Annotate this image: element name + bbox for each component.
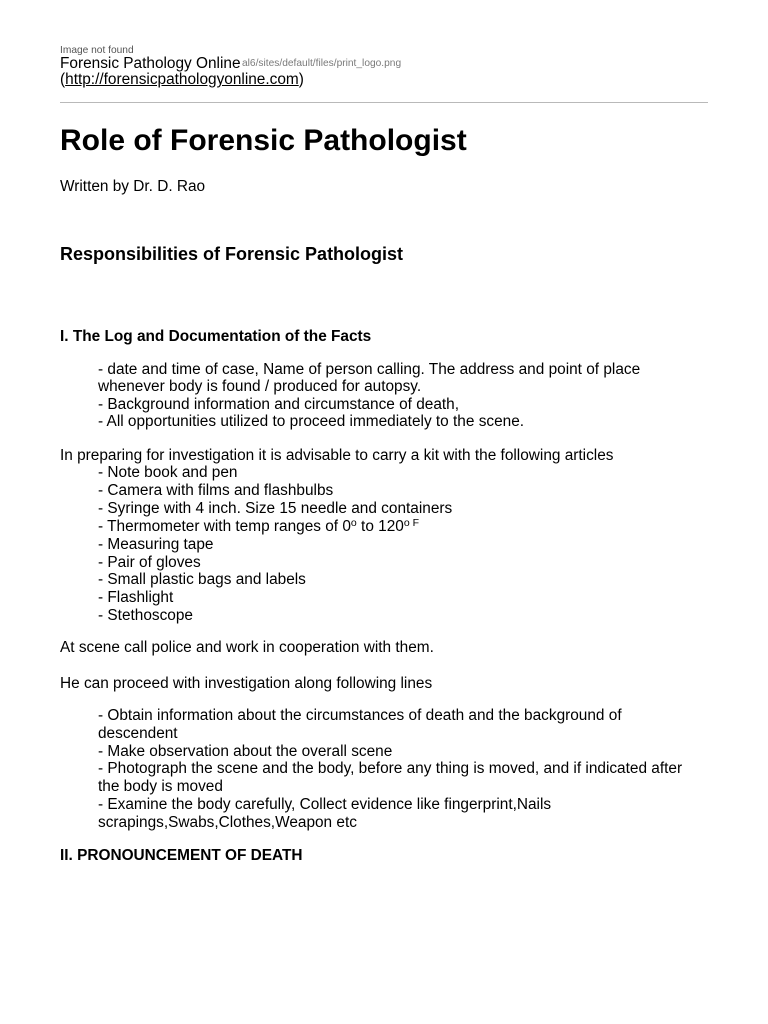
list-line: the body is moved [98, 778, 223, 796]
kit-item: - Flashlight [98, 589, 174, 607]
page-title: Role of Forensic Pathologist [60, 124, 467, 157]
list-line: descendent [98, 724, 178, 742]
kit-item: - Pair of gloves [98, 553, 201, 571]
kit-list [98, 464, 452, 625]
kit-item: - Stethoscope [98, 607, 193, 625]
kit-intro: In preparing for investigation it is advisable to carry a kit with the following articles [60, 447, 614, 464]
section-heading: II. PRONOUNCEMENT OF DEATH [60, 847, 303, 864]
section1-list [98, 361, 640, 431]
scene-paragraph: At scene call police and work in cooperation with them. [60, 639, 434, 656]
header-divider [60, 102, 708, 103]
list-line: - Photograph the scene and the body, before any thing is moved, and if indicated after [98, 760, 683, 778]
logo-image-alt-text: Image not found [60, 45, 134, 56]
list-line: - date and time of case, Name of person calling. The address and point of place [98, 361, 641, 378]
thermometer-range-end: to 120 [356, 517, 404, 535]
kit-item: - Small plastic bags and labels [98, 571, 306, 589]
degree-mark: o [350, 516, 357, 529]
kit-item: - Camera with films and flashbulbs [98, 481, 334, 499]
site-name: Forensic Pathology Online [60, 55, 241, 72]
list-line: - Make observation about the overall scene [98, 742, 393, 760]
kit-item: - Syringe with 4 inch. Size 15 needle and containers [98, 499, 453, 517]
site-url-link[interactable]: http://forensicpathologyonline.com [65, 71, 299, 88]
thermometer-text: - Thermometer with temp ranges of 0 [98, 517, 351, 535]
url-open-paren: ( [60, 71, 66, 88]
list-line: - All opportunities utilized to proceed immediately to the scene. [98, 413, 525, 431]
subtitle: Responsibilities of Forensic Pathologist [60, 244, 404, 264]
investigation-list [98, 707, 682, 832]
url-close-paren: ) [298, 71, 304, 88]
degree-unit: o F [403, 516, 420, 529]
logo-image-src-text: al6/sites/default/files/print_logo.png [242, 58, 402, 69]
byline: Written by Dr. D. Rao [60, 178, 206, 195]
list-line: - Background information and circumstance of death, [98, 395, 460, 413]
list-line: scrapings,Swabs,Clothes,Weapon etc [98, 813, 357, 831]
kit-item: - Note book and pen [98, 464, 238, 481]
kit-item: - Measuring tape [98, 535, 214, 553]
list-line: whenever body is found / produced for autopsy. [98, 378, 422, 396]
investigation-intro: He can proceed with investigation along following lines [60, 675, 433, 692]
list-line: - Obtain information about the circumstances of death and the background of [98, 707, 622, 724]
kit-item-thermometer [98, 518, 452, 536]
site-url-line [60, 71, 304, 89]
section-heading: I. The Log and Documentation of the Facts [60, 328, 372, 345]
list-line: - Examine the body carefully, Collect evidence like fingerprint,Nails [98, 795, 552, 813]
